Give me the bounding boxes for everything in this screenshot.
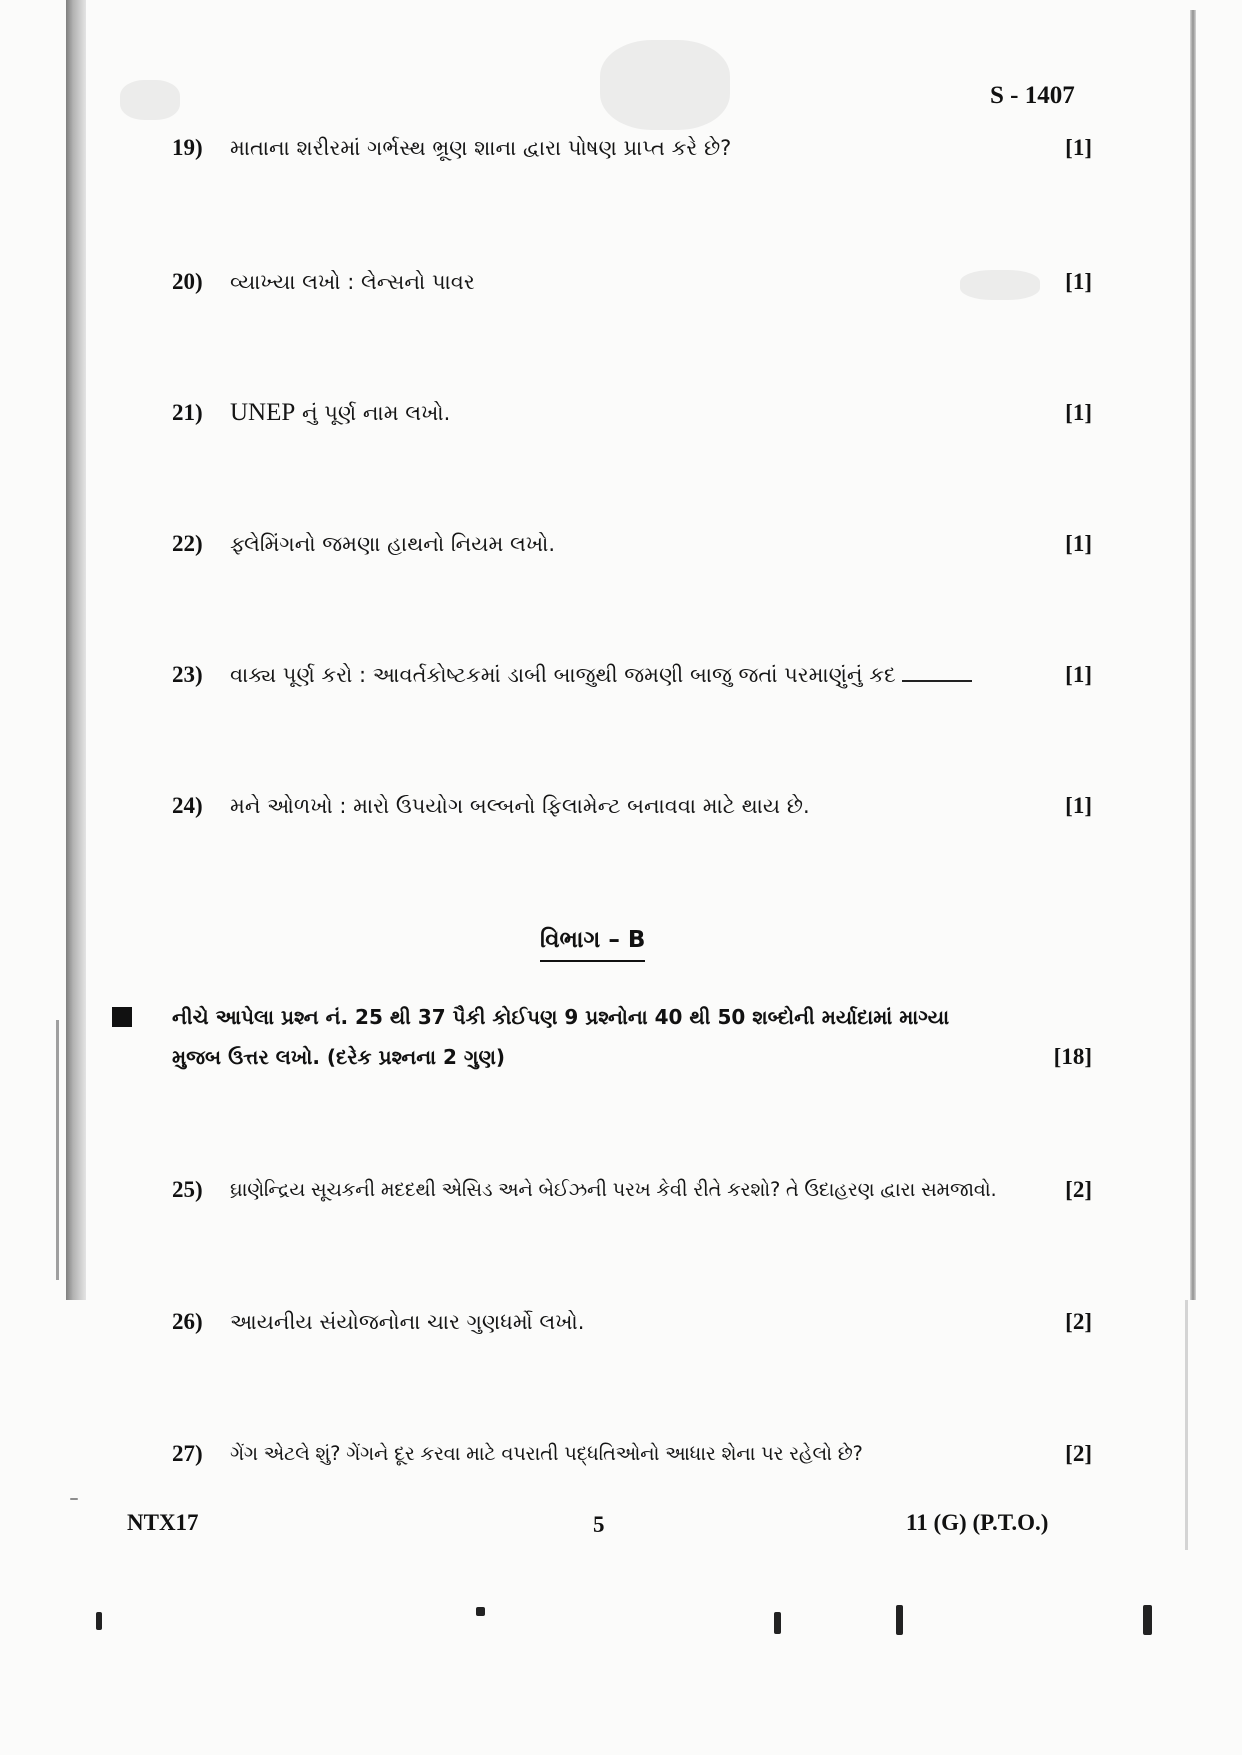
scan-edge-left xyxy=(66,0,86,1300)
question-marks: [2] xyxy=(1065,1309,1092,1334)
question-20 xyxy=(172,262,1092,302)
question-number: 20) xyxy=(172,269,203,294)
question-text: ઘ્રાણેન્દ્રિય સૂચકની મદદથી એસિડ અને બેઈઝની પરખ કેવી રીતે કરશો? તે ઉદાહરણ દ્વારા સમજાવો. xyxy=(230,1178,997,1201)
footer-pto: 11 (G) (P.T.O.) xyxy=(906,1510,1049,1535)
section-b-instruction-line2 xyxy=(172,1037,1092,1077)
question-19 xyxy=(172,128,1092,168)
question-text-body: વાક્ય પૂર્ણ કરો : આવર્તકોષ્ટકમાં ડાબી બાજુથી જમણી બાજુ જતાં પરમાણુંનું કદ xyxy=(230,663,896,687)
scan-speck xyxy=(774,1612,781,1634)
question-text: ફ્લેમિંગનો જમણા હાથનો નિયમ લખો. xyxy=(230,532,556,556)
question-marks: [1] xyxy=(1065,531,1092,556)
question-25 xyxy=(172,1170,1092,1210)
footer-code: NTX17 xyxy=(127,1510,199,1535)
scan-edge-right xyxy=(1190,10,1196,1300)
question-number: 24) xyxy=(172,793,203,818)
question-marks: [2] xyxy=(1065,1177,1092,1202)
question-text: ગેંગ એટલે શું? ગેંગને દૂર કરવા માટે વપરાતી પદ્ધતિઓનો આધાર શેના પર રહેલો છે? xyxy=(230,1442,863,1465)
question-number: 19) xyxy=(172,135,203,160)
scan-speck xyxy=(896,1605,903,1635)
question-marks: [1] xyxy=(1065,269,1092,294)
question-text: આયનીય સંયોજનોના ચાર ગુણધર્મો લખો. xyxy=(230,1310,585,1334)
question-number: 26) xyxy=(172,1309,203,1334)
scan-smudge xyxy=(120,80,180,120)
scan-speck xyxy=(70,1498,78,1500)
question-text-gujarati: નું પૂર્ણ નામ લખો. xyxy=(295,401,451,425)
fill-in-blank xyxy=(902,656,972,682)
question-text: વ્યાખ્યા લખો : લેન્સનો પાવર xyxy=(230,270,475,294)
section-b-total-marks: [18] xyxy=(1053,1044,1092,1069)
question-number: 25) xyxy=(172,1177,203,1202)
question-number: 21) xyxy=(172,400,203,425)
question-27 xyxy=(172,1434,1092,1474)
question-21 xyxy=(172,393,1092,433)
question-marks: [1] xyxy=(1065,400,1092,425)
paper-code: S - 1407 xyxy=(990,82,1075,109)
scan-edge-right-line xyxy=(1185,1300,1188,1550)
question-24 xyxy=(172,786,1092,826)
scan-speck xyxy=(476,1607,485,1616)
section-b-title: વિભાગ – B xyxy=(540,922,645,962)
scan-smudge xyxy=(600,40,730,130)
question-marks: [2] xyxy=(1065,1441,1092,1466)
scan-speck xyxy=(96,1612,102,1630)
question-marks: [1] xyxy=(1065,135,1092,160)
question-text xyxy=(230,655,972,695)
question-number: 22) xyxy=(172,531,203,556)
section-b-instruction-text: મુજબ ઉત્તર લખો. (દરેક પ્રશ્નના 2 ગુણ) xyxy=(172,1045,506,1069)
scan-speck xyxy=(1143,1605,1152,1635)
question-number: 27) xyxy=(172,1441,203,1466)
scan-edge-left-line xyxy=(56,1020,59,1280)
question-22 xyxy=(172,524,1092,564)
page-number: 5 xyxy=(593,1512,605,1537)
question-26 xyxy=(172,1302,1092,1342)
section-b-instruction-line1: નીચે આપેલા પ્રશ્ન નં. 25 થી 37 પૈકી કોઈપણ 9 પ્રશ્નોના 40 થી 50 શબ્દોની મર્યાદામાં માગ્યા xyxy=(172,1005,950,1029)
question-number: 23) xyxy=(172,662,203,687)
question-marks: [1] xyxy=(1065,793,1092,818)
question-text: માતાના શરીરમાં ગર્ભસ્થ ભ્રૂણ શાના દ્વારા પોષણ પ્રાપ્ત કરે છે? xyxy=(230,136,732,160)
question-marks: [1] xyxy=(1065,662,1092,687)
square-bullet-icon xyxy=(112,1007,132,1027)
question-text-latin: UNEP xyxy=(230,399,296,426)
question-23 xyxy=(172,655,1092,695)
question-text: મને ઓળખો : મારો ઉપયોગ બલ્બનો ફિલામેન્ટ બનાવવા માટે થાય છે. xyxy=(230,794,810,818)
question-text xyxy=(230,393,450,433)
